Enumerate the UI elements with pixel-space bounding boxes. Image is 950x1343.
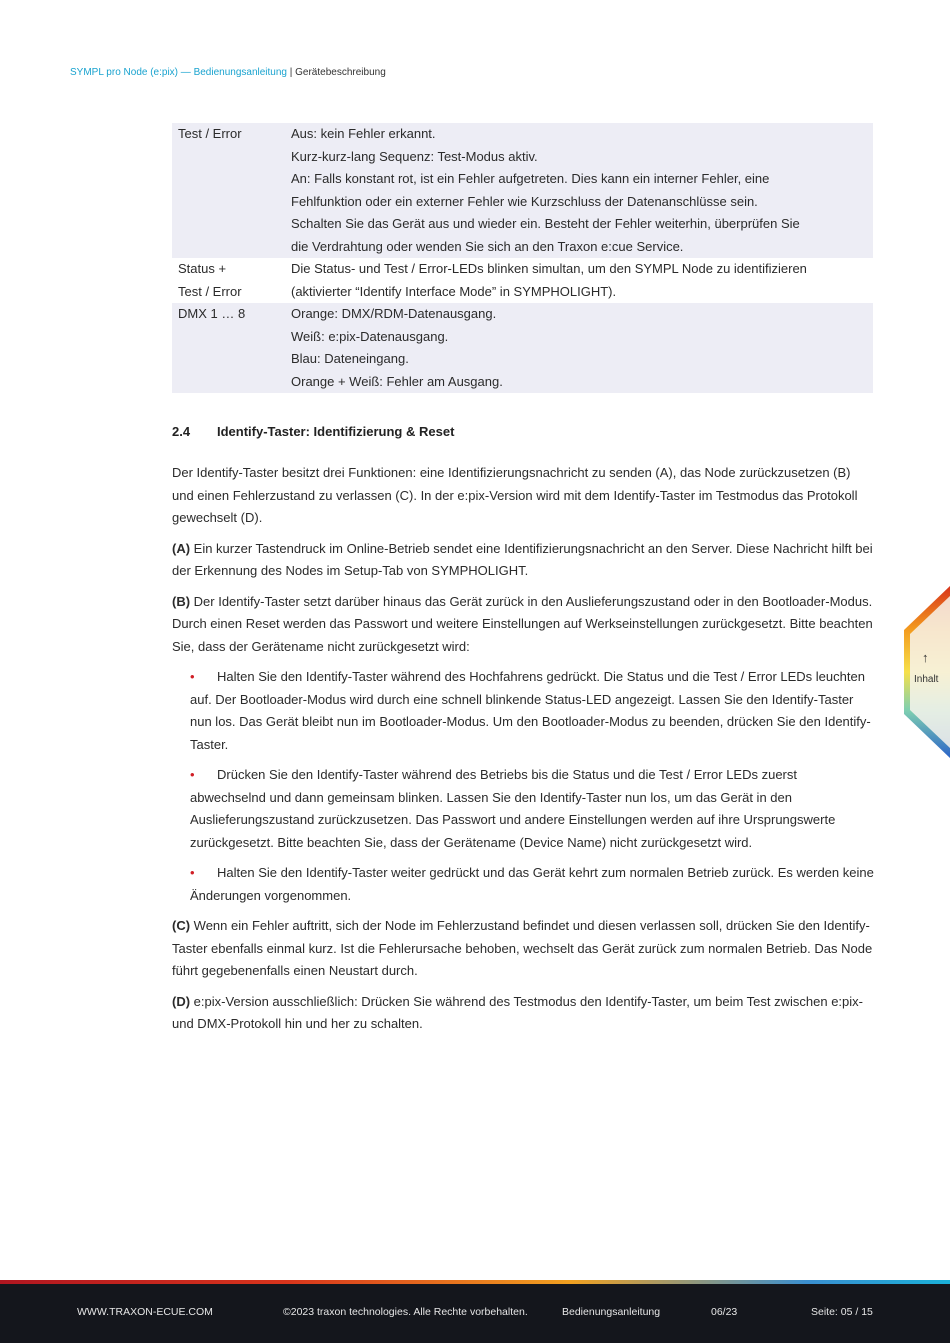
list-item [190,666,874,756]
table-row-key [172,303,291,393]
paragraph-a-text: Ein kurzer Tastendruck im Online-Betrieb sendet eine Identifizierungsnachricht an den Server. Diese Nachricht hilft bei der Erkennung des Nodes im Setup-Tab von SYMPHOLIGHT. [172,540,873,578]
breadcrumb-document-link[interactable]: SYMPL pro Node (e:pix) — Bedienungsanleitung [70,67,287,78]
table-row-value [291,123,873,258]
section-number: 2.4 [172,424,191,439]
value-line: (aktivierter “Identify Interface Mode” in SYMPHOLIGHT). [291,283,617,299]
breadcrumb-current: Gerätebeschreibung [295,67,386,78]
paragraph-c-text: Wenn ein Fehler auftritt, sich der Node im Fehlerzustand befindet und diesen verlassen soll, drücken Sie den Identify-Taster ebenfalls einmal kurz. Ist die Fehlerursache behoben, wechselt das Gerät zurück zum normalen Betrieb. Das Node führt gegebenenfalls einen Neustart durch. [172,918,873,978]
intro-paragraph: Der Identify-Taster besitzt drei Funktionen: eine Identifizierungsnachricht zu senden (A), das Node zurückzusetzen (B) und einen Fehlerzustand zu verlassen (C). In der e:pix-Version wird mit dem Identify-Taster im Testmodus das Protokoll gewechselt (D). [172,465,858,525]
value-line: Blau: Dateneingang. [291,351,409,366]
bullet-icon: • [190,669,195,684]
table-row-key [172,258,291,303]
table-row-value [291,258,873,303]
bullet-icon: • [190,865,195,880]
breadcrumb-separator: | [286,67,296,78]
paragraph-d [172,991,874,1036]
value-line: Orange + Weiß: Fehler am Ausgang. [291,373,503,389]
paragraph-b-text: Der Identify-Taster setzt darüber hinaus das Gerät zurück in den Auslieferungszustand oder in den Bootloader-Modus. Durch einen Reset werden das Passwort und weitere Einstellungen auf Werkseinstellungen zurückgesetzt. Bitte beachten Sie, dass der Gerätename nicht zurückgesetzt wird: [172,593,873,654]
value-line: Schalten Sie das Gerät aus und wieder ein. Besteht der Fehler weiterhin, überprüfen Sie [291,216,800,231]
table-row-key [172,123,291,258]
footer-website-link[interactable]: WWW.TRAXON-ECUE.COM [77,1306,213,1318]
section-heading [172,424,454,439]
tab-background-shape [904,586,950,758]
footer-color-stripe [0,1280,950,1284]
table-row [172,258,873,303]
reset-steps-list [172,666,874,907]
footer-date: 06/23 [711,1306,738,1318]
value-line: Orange: DMX/RDM-Datenausgang. [291,306,497,321]
footer-copyright: ©2023 traxon technologies. Alle Rechte vorbehalten. [283,1306,528,1318]
led-status-table [172,123,873,393]
tab-label: Inhalt [914,674,939,685]
paragraph-c-label: (C) [172,918,191,933]
key-line: DMX 1 … 8 [178,306,246,321]
list-item [190,764,874,854]
list-item-text: Halten Sie den Identify-Taster während des Hochfahrens gedrückt. Die Status und die Test / Error LEDs leuchten auf. Der Bootloader-Modus wird durch eine schnell blinkende Status-LED angezeigt. Lassen Sie den Identify-Taster nun los. Das Gerät bleibt nun im Bootloader-Modus. Um den Bootloader-Modus zu beenden, drücken Sie den Identify-Taster. [190,669,871,752]
paragraph-b [172,591,874,659]
table-row [172,123,873,258]
key-line: Status + [178,261,227,276]
section-body [172,462,874,1044]
arrow-up-icon: ↑ [922,650,929,665]
table-row [172,303,873,393]
value-line: Die Status- und Test / Error-LEDs blinken simultan, um den SYMPL Node zu identifizieren [291,261,807,276]
paragraph-d-text: e:pix-Version ausschließlich: Drücken Sie während des Testmodus den Identify-Taster, um beim Test zwischen e:pix- und DMX-Protokoll hin und her zu schalten. [172,993,863,1031]
table-row-value [291,303,873,393]
key-line: Test / Error [178,126,242,141]
list-item-text: Halten Sie den Identify-Taster weiter gedrückt und das Gerät kehrt zum normalen Betrieb zurück. Es werden keine Änderungen vorgenommen. [190,865,874,903]
paragraph-a-label: (A) [172,540,191,556]
footer-doc-type: Bedienungsanleitung [562,1306,661,1318]
footer-page-number: Seite: 05 / 15 [811,1306,873,1318]
value-line: Fehlfunktion oder ein externer Fehler wie Kurzschluss der Datenanschlüsse sein. [291,193,758,209]
value-line: Kurz-kurz-lang Sequenz: Test-Modus aktiv. [291,148,538,164]
value-line: Weiß: e:pix-Datenausgang. [291,328,449,344]
value-line: Aus: kein Fehler erkannt. [291,126,436,141]
breadcrumb [70,67,386,78]
value-line: An: Falls konstant rot, ist ein Fehler aufgetreten. Dies kann ein interner Fehler, eine [291,171,770,186]
value-line: die Verdrahtung oder wenden Sie sich an den Traxon e:cue Service. [291,238,684,254]
paragraph-b-label: (B) [172,593,191,609]
list-item-text: Drücken Sie den Identify-Taster während des Betriebs bis die Status und die Test / Error LEDs zuerst abwechselnd und dann gemeinsam blinken. Lassen Sie den Identify-Taster nun los, um das Gerät in den Auslieferungszustand zurückzusetzen. Das Passwort und andere Einstellungen werden auf ihre Ursprungswerte zurückgesetzt. Bitte beachten Sie, dass der Gerätename (Device Name) nicht zurückgesetzt wird. [190,767,836,850]
page-footer [0,1280,950,1343]
list-item [190,862,874,907]
key-line: Test / Error [178,283,242,299]
table-of-contents-tab[interactable] [904,586,950,758]
paragraph-a [172,538,874,583]
paragraph-c [172,915,874,983]
section-title: Identify-Taster: Identifizierung & Reset [217,424,455,439]
bullet-icon: • [190,767,195,782]
paragraph-d-label: (D) [172,993,191,1009]
